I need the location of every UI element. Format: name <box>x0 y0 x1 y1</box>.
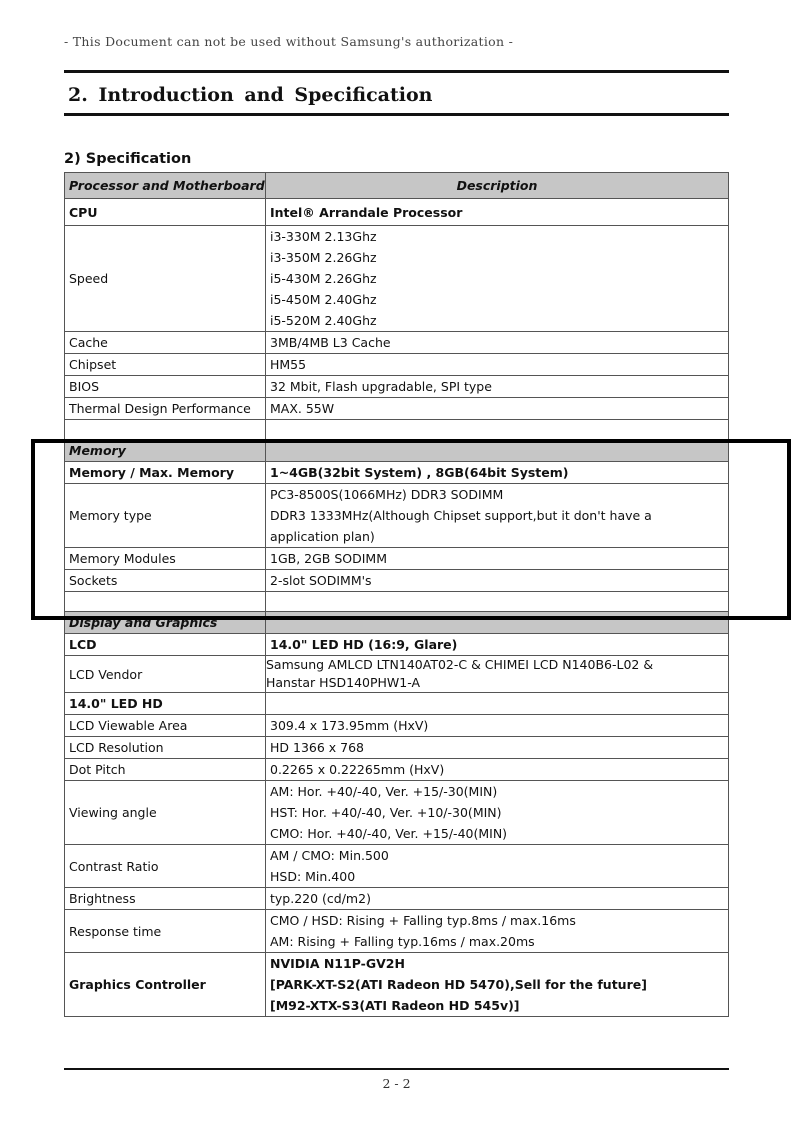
contrast-ratio-value: HSD: Min.400 <box>270 869 356 884</box>
viewable-area-value: 309.4 x 173.95mm (HxV) <box>266 715 729 737</box>
cache-label: Cache <box>65 332 266 354</box>
empty-cell <box>266 440 729 462</box>
section-title: 2) Specification <box>64 151 192 167</box>
cpu-label: CPU <box>65 199 266 226</box>
header-description: Description <box>266 173 729 199</box>
empty-cell <box>266 693 729 715</box>
speed-value: i3-350M 2.26Ghz <box>270 250 377 265</box>
cpu-value: Intel® Arrandale Processor <box>266 199 729 226</box>
dot-pitch-label: Dot Pitch <box>65 759 266 781</box>
table-row <box>65 656 729 693</box>
speed-value: i3-330M 2.13Ghz <box>270 229 377 244</box>
table-row <box>65 953 729 1017</box>
memory-type-value: application plan) <box>270 529 375 544</box>
table-row <box>65 548 729 570</box>
title-top-rule <box>64 70 729 73</box>
lcd-resolution-value: HD 1366 x 768 <box>266 737 729 759</box>
sockets-value: 2-slot SODIMM's <box>266 570 729 592</box>
viewing-angle-value: CMO: Hor. +40/-40, Ver. +15/-40(MIN) <box>270 826 508 841</box>
table-row <box>65 226 729 332</box>
chipset-label: Chipset <box>65 354 266 376</box>
title-bottom-rule <box>64 113 729 116</box>
table-row <box>65 693 729 715</box>
table-row <box>65 737 729 759</box>
empty-cell <box>65 420 266 440</box>
speed-value: i5-430M 2.26Ghz <box>270 271 377 286</box>
table-row <box>65 398 729 420</box>
specification-table <box>64 172 729 1017</box>
table-header-row <box>65 173 729 199</box>
display-section-label: Display and Graphics <box>65 612 266 634</box>
table-row <box>65 484 729 548</box>
memory-section-label: Memory <box>65 440 266 462</box>
table-row <box>65 634 729 656</box>
contrast-ratio-values <box>266 845 729 888</box>
table-row <box>65 354 729 376</box>
max-memory-value: 1~4GB(32bit System) , 8GB(64bit System) <box>266 462 729 484</box>
table-row-empty <box>65 420 729 440</box>
table-row-empty <box>65 592 729 612</box>
viewable-area-label: LCD Viewable Area <box>65 715 266 737</box>
viewing-angle-value: AM: Hor. +40/-40, Ver. +15/-30(MIN) <box>270 784 498 799</box>
contrast-ratio-label: Contrast Ratio <box>65 845 266 888</box>
memory-type-label: Memory type <box>65 484 266 548</box>
viewing-angle-values <box>266 781 729 845</box>
bios-value: 32 Mbit, Flash upgradable, SPI type <box>266 376 729 398</box>
graphics-controller-label: Graphics Controller <box>65 953 266 1017</box>
lcd-vendor-value: Hanstar HSD140PHW1-A <box>266 675 421 690</box>
memory-type-value: DDR3 1333MHz(Although Chipset support,but it don't have a <box>270 508 652 523</box>
table-row <box>65 199 729 226</box>
table-row <box>65 462 729 484</box>
speed-label: Speed <box>65 226 266 332</box>
table-row <box>65 845 729 888</box>
tdp-value: MAX. 55W <box>266 398 729 420</box>
lcd-vendor-label: LCD Vendor <box>65 656 266 693</box>
response-time-label: Response time <box>65 910 266 953</box>
memory-section-row <box>65 440 729 462</box>
table-row <box>65 376 729 398</box>
speed-value: i5-520M 2.40Ghz <box>270 313 377 328</box>
lcd-label: LCD <box>65 634 266 656</box>
contrast-ratio-value: AM / CMO: Min.500 <box>270 848 389 863</box>
lcd-value: 14.0" LED HD (16:9, Glare) <box>266 634 729 656</box>
bios-label: BIOS <box>65 376 266 398</box>
header-processor-motherboard: Processor and Motherboard <box>65 173 266 199</box>
empty-cell <box>65 592 266 612</box>
max-memory-label: Memory / Max. Memory <box>65 462 266 484</box>
response-time-values <box>266 910 729 953</box>
viewing-angle-value: HST: Hor. +40/-40, Ver. +10/-30(MIN) <box>270 805 502 820</box>
empty-cell <box>266 420 729 440</box>
table-row <box>65 910 729 953</box>
memory-modules-value: 1GB, 2GB SODIMM <box>266 548 729 570</box>
table-row <box>65 781 729 845</box>
led-hd-label: 14.0" LED HD <box>65 693 266 715</box>
display-section-row <box>65 612 729 634</box>
graphics-controller-value: NVIDIA N11P-GV2H <box>270 956 405 971</box>
graphics-controller-value: [PARK-XT-S2(ATI Radeon HD 5470),Sell for the future] <box>270 977 647 992</box>
sockets-label: Sockets <box>65 570 266 592</box>
brightness-label: Brightness <box>65 888 266 910</box>
viewing-angle-label: Viewing angle <box>65 781 266 845</box>
response-time-value: CMO / HSD: Rising + Falling typ.8ms / max.16ms <box>270 913 576 928</box>
speed-values <box>266 226 729 332</box>
table-row <box>65 715 729 737</box>
footer-rule <box>64 1068 729 1070</box>
graphics-controller-values <box>266 953 729 1017</box>
table-row <box>65 759 729 781</box>
empty-cell <box>266 612 729 634</box>
table-row <box>65 332 729 354</box>
lcd-vendor-value: Samsung AMLCD LTN140AT02-C & CHIMEI LCD N140B6-L02 & <box>266 657 654 672</box>
memory-type-values <box>266 484 729 548</box>
empty-cell <box>266 592 729 612</box>
response-time-value: AM: Rising + Falling typ.16ms / max.20ms <box>270 934 535 949</box>
table-row <box>65 570 729 592</box>
memory-modules-label: Memory Modules <box>65 548 266 570</box>
speed-value: i5-450M 2.40Ghz <box>270 292 377 307</box>
lcd-resolution-label: LCD Resolution <box>65 737 266 759</box>
chipset-value: HM55 <box>266 354 729 376</box>
lcd-vendor-values <box>266 656 729 693</box>
tdp-label: Thermal Design Performance <box>65 398 266 420</box>
chapter-title: 2. Introduction and Specification <box>68 84 433 106</box>
page-number: 2 - 2 <box>382 1076 411 1091</box>
table-row <box>65 888 729 910</box>
document-notice: - This Document can not be used without Samsung's authorization - <box>64 34 514 49</box>
cache-value: 3MB/4MB L3 Cache <box>266 332 729 354</box>
brightness-value: typ.220 (cd/m2) <box>266 888 729 910</box>
memory-type-value: PC3-8500S(1066MHz) DDR3 SODIMM <box>270 487 504 502</box>
graphics-controller-value: [M92-XTX-S3(ATI Radeon HD 545v)] <box>270 998 520 1013</box>
dot-pitch-value: 0.2265 x 0.22265mm (HxV) <box>266 759 729 781</box>
